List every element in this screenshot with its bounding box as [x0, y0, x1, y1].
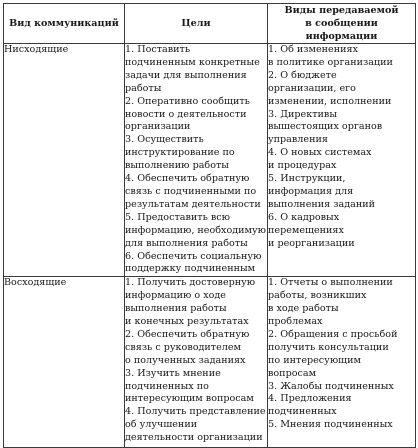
header-info-types-line1: Виды передаваемой	[284, 5, 399, 16]
upward-info-item: 2. Обращения с просьбой получить консультации по интересующим вопросам	[268, 328, 398, 379]
upward-goal-item: 1. Получить достоверную информацию о ходе выполнения работы и конечных результатах	[125, 277, 256, 328]
table-header-row	[4, 4, 416, 44]
communications-table	[3, 3, 416, 448]
downward-info-item: 2. О бюджете организации, его изменении, исполнении	[268, 69, 392, 107]
header-info-types	[268, 4, 416, 44]
header-communication-type	[4, 4, 125, 44]
downward-type-cell	[4, 44, 125, 277]
downward-goal-item: 4. Обеспечить обратную связь с подчиненными по результатам деятельности	[125, 173, 261, 210]
downward-info-cell	[268, 44, 416, 277]
upward-goal-item: 2. Обеспечить обратную связь с руководителем о полученных заданиях	[125, 328, 250, 366]
downward-info-item: 3. Директивы вышестоящих органов управления	[268, 108, 383, 146]
downward-goal-item: 1. Поставить подчиненным конкретные задачи для выполнения работы	[125, 44, 260, 94]
upward-type-cell	[4, 277, 125, 448]
downward-type-label: Нисходящие	[4, 44, 69, 55]
downward-info-item: 1. Об изменениях в политике организации	[268, 44, 393, 68]
downward-goal-item: 6. Обеспечить социальную поддержку подчиненным	[125, 250, 262, 275]
header-communication-type-label: Вид коммуникаций	[9, 18, 119, 29]
upward-info-cell	[268, 277, 416, 448]
upward-info-item: 4. Предложения подчиненных	[268, 393, 352, 418]
upward-goal-item: 4. Получить представление об улучшении деятельности организации	[125, 406, 266, 444]
upward-goal-item: 3. Изучить мнение подчиненных по интересующим вопросам	[125, 367, 254, 405]
downward-info-item: 6. О кадровых перемещениях и реорганизации	[268, 211, 355, 249]
upward-info-item: 3. Жалобы подчиненных	[268, 380, 394, 392]
downward-goal-item: 2. Оперативно сообщить новости о деятельности организации	[125, 95, 250, 133]
upward-goals-cell	[125, 277, 268, 448]
table-row-upward	[4, 277, 416, 448]
downward-info-item: 5. Инструкции, информация для выполнения заданий	[268, 173, 376, 210]
table-row-downward	[4, 44, 416, 277]
downward-goal-item: 5. Предоставить всю информацию, необходимую для выполнения работы	[125, 211, 266, 249]
downward-goal-item: 3. Осуществить инструктирование по выполнению работы	[125, 134, 235, 172]
header-goals-label: Цели	[181, 18, 211, 29]
header-goals	[125, 4, 268, 44]
upward-type-label: Восходящие	[4, 277, 67, 289]
downward-info-item: 4. О новых системах и процедурах	[268, 147, 372, 172]
header-info-types-line2: в сообщении информации	[305, 18, 378, 42]
upward-info-item: 1. Отчеты о выполнении работы, возникших в ходе работы проблемах	[268, 277, 393, 328]
downward-goals-cell	[125, 44, 268, 277]
upward-info-item: 5. Мнения подчиненных	[268, 419, 393, 431]
